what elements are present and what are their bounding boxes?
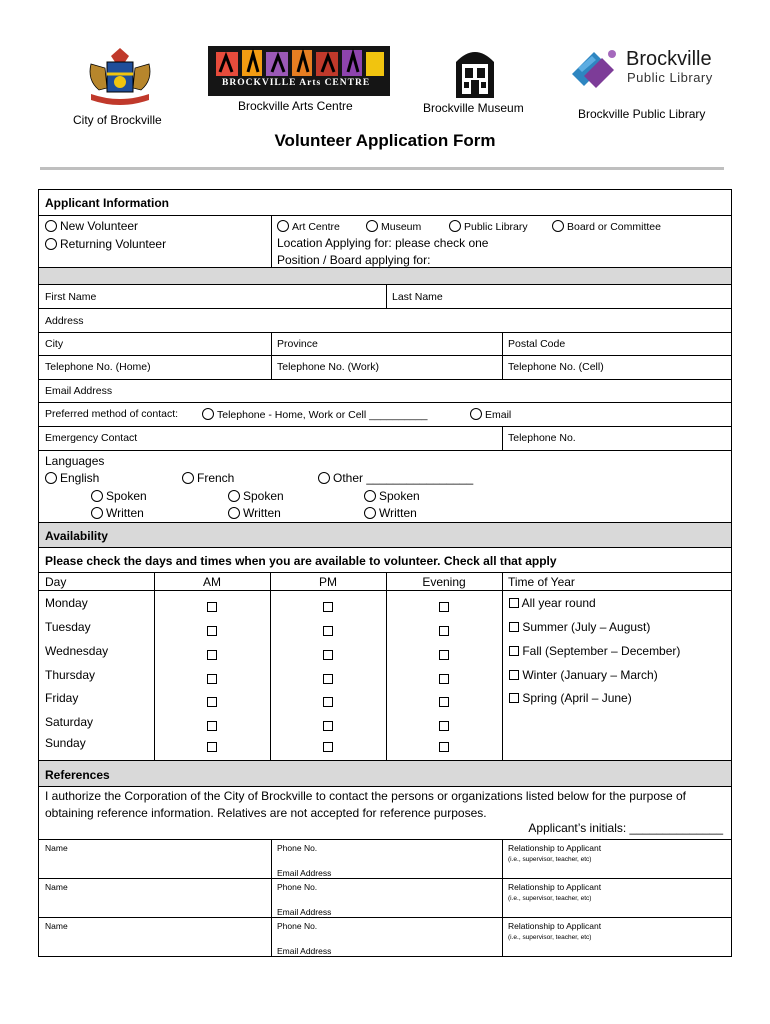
telephone-row [38, 356, 732, 380]
name-divider [386, 285, 387, 308]
location-instruction: Location Applying for: please check one [277, 236, 489, 250]
email-row [38, 380, 732, 403]
new-volunteer-radio[interactable] [45, 220, 57, 232]
city-crest-logo [85, 44, 155, 110]
name-row [38, 285, 732, 309]
other-written-label: Written [379, 506, 417, 520]
other-radio[interactable] [318, 472, 330, 484]
references-section-header [38, 761, 732, 787]
languages-label: Languages [45, 454, 105, 468]
lang-english-option[interactable] [45, 471, 99, 485]
preferred-contact-row [38, 403, 732, 427]
province-field[interactable]: Province [277, 338, 318, 350]
tuesday-pm-checkbox[interactable] [323, 622, 333, 640]
saturday-am-checkbox[interactable] [207, 717, 217, 735]
lang-french-option[interactable] [182, 471, 234, 485]
province-divider [502, 333, 503, 355]
reference-row-3 [38, 918, 732, 957]
sunday-pm-checkbox[interactable] [323, 738, 333, 756]
monday-evening-checkbox[interactable] [439, 598, 449, 616]
friday-am-checkbox[interactable] [207, 693, 217, 711]
french-spoken-label: Spoken [243, 489, 284, 503]
other-spoken-label: Spoken [379, 489, 420, 503]
english-radio[interactable] [45, 472, 57, 484]
season-all-year-label: All year round [521, 596, 596, 610]
tel-cell-field[interactable]: Telephone No. (Cell) [508, 361, 604, 373]
season-summer[interactable] [509, 620, 650, 634]
other-written-option[interactable] [364, 506, 417, 520]
reference-row-2 [38, 879, 732, 918]
returning-volunteer-option[interactable] [45, 237, 166, 251]
pref-phone-option[interactable] [202, 408, 428, 421]
location-museum[interactable] [366, 220, 421, 233]
library-logo [566, 46, 726, 90]
applicant-header-text: Applicant Information [45, 196, 169, 210]
applicant-initials-field[interactable]: Applicant’s initials: ______________ [528, 821, 723, 835]
ref1-relationship-hint: (i.e., supervisor, teacher, etc) [508, 856, 592, 863]
body-divider-evening [502, 591, 503, 760]
french-spoken-radio[interactable] [228, 490, 240, 502]
last-name-field[interactable]: Last Name [392, 291, 443, 303]
board-committee-label: Board or Committee [567, 221, 661, 233]
french-written-option[interactable] [228, 506, 281, 520]
references-authorization-text: I authorize the Corporation of the City of Brockville to contact the persons or organizations listed below for the purpose of obtaining reference information. Relatives are not accepted for reference purposes. [45, 789, 687, 820]
sunday-am-checkbox[interactable] [207, 738, 217, 756]
volunteer-type-row [38, 216, 732, 268]
english-written-option[interactable] [91, 506, 144, 520]
ref3-relationship-field[interactable]: Relationship to Applicant [508, 921, 602, 931]
tuesday-am-checkbox[interactable] [207, 622, 217, 640]
library-logo-line1: Brockville [626, 48, 712, 70]
col-divider-evening [502, 573, 503, 590]
references-header-text: References [45, 768, 110, 782]
day-thursday: Thursday [45, 668, 96, 682]
title-divider [40, 167, 724, 170]
day-wednesday: Wednesday [45, 644, 109, 658]
public-library-label: Public Library [464, 221, 528, 233]
season-all-year[interactable] [509, 596, 596, 610]
day-sunday: Sunday [45, 736, 86, 750]
sunday-evening-checkbox[interactable] [439, 738, 449, 756]
col-time-of-year: Time of Year [508, 575, 575, 589]
pref-email-radio[interactable] [470, 408, 482, 420]
other-label: Other ________________ [333, 471, 474, 485]
section-spacer [38, 268, 732, 285]
address-row [38, 309, 732, 333]
ref2-email-field[interactable]: Email Address [277, 907, 332, 917]
ref1-divider-2 [502, 840, 503, 878]
friday-evening-checkbox[interactable] [439, 693, 449, 711]
ref1-name-field[interactable]: Name [45, 843, 68, 853]
tel-work-field[interactable]: Telephone No. (Work) [277, 361, 379, 373]
new-volunteer-label: New Volunteer [60, 219, 139, 233]
day-tuesday: Tuesday [45, 620, 91, 634]
ref1-phone-field[interactable]: Phone No. [277, 843, 318, 853]
ref2-name-field[interactable]: Name [45, 882, 68, 892]
english-spoken-radio[interactable] [91, 490, 103, 502]
board-committee-radio[interactable] [552, 220, 564, 232]
ref2-relationship-field[interactable]: Relationship to Applicant [508, 882, 602, 892]
new-volunteer-option[interactable] [45, 219, 138, 233]
emergency-row [38, 427, 732, 451]
ref3-divider-1 [271, 918, 272, 956]
monday-pm-checkbox[interactable] [323, 598, 333, 616]
season-fall[interactable] [509, 644, 680, 658]
french-radio[interactable] [182, 472, 194, 484]
col-pm: PM [319, 575, 337, 589]
season-spring-label: Spring (April – June) [522, 691, 632, 705]
other-written-radio[interactable] [364, 507, 376, 519]
wednesday-am-checkbox[interactable] [207, 646, 217, 664]
tel-divider-2 [502, 356, 503, 379]
public-library-radio[interactable] [449, 220, 461, 232]
ref3-name-field[interactable]: Name [45, 921, 68, 931]
col-evening: Evening [422, 575, 466, 589]
body-divider-pm [386, 591, 387, 760]
ref2-phone-field[interactable]: Phone No. [277, 882, 318, 892]
city-divider [271, 333, 272, 355]
availability-section-header [38, 523, 732, 548]
monday-am-checkbox[interactable] [207, 598, 217, 616]
location-art-centre[interactable] [277, 220, 340, 233]
applicant-section-header [38, 189, 732, 216]
other-spoken-option[interactable] [364, 489, 420, 503]
french-spoken-option[interactable] [228, 489, 284, 503]
wednesday-pm-checkbox[interactable] [323, 646, 333, 664]
ref1-email-field[interactable]: Email Address [277, 868, 332, 878]
english-written-label: Written [106, 506, 144, 520]
ref1-divider-1 [271, 840, 272, 878]
season-fall-label: Fall (September – December) [522, 644, 681, 658]
postal-code-field[interactable]: Postal Code [508, 338, 566, 350]
other-spoken-radio[interactable] [364, 490, 376, 502]
ref1-relationship-field[interactable]: Relationship to Applicant [508, 843, 602, 853]
arts-banner-text: BROCKVILLE Arts CENTRE [222, 78, 371, 88]
pref-email-label: Email [485, 409, 512, 421]
returning-volunteer-radio[interactable] [45, 238, 57, 250]
thursday-am-checkbox[interactable] [207, 670, 217, 688]
pref-phone-label: Telephone - Home, Work or Cell __________ [217, 409, 428, 421]
thursday-evening-checkbox[interactable] [439, 670, 449, 688]
reference-row-1 [38, 840, 732, 879]
french-written-radio[interactable] [228, 507, 240, 519]
col-day: Day [45, 575, 67, 589]
emergency-contact-field[interactable]: Emergency Contact [45, 432, 138, 444]
body-divider-day [154, 591, 155, 760]
address-field[interactable]: Address [45, 315, 84, 327]
tel-divider-1 [271, 356, 272, 379]
city-logo-caption: City of Brockville [73, 113, 162, 127]
english-spoken-option[interactable] [91, 489, 147, 503]
availability-body [38, 591, 732, 761]
library-logo-caption: Brockville Public Library [578, 107, 706, 121]
location-cell [271, 216, 272, 267]
english-label: English [60, 471, 100, 485]
tuesday-evening-checkbox[interactable] [439, 622, 449, 640]
languages-row [38, 451, 732, 523]
museum-logo [452, 46, 498, 100]
col-am: AM [203, 575, 221, 589]
english-written-radio[interactable] [91, 507, 103, 519]
season-winter-label: Winter (January – March) [522, 668, 658, 682]
returning-volunteer-label: Returning Volunteer [60, 237, 167, 251]
season-summer-label: Summer (July – August) [522, 620, 651, 634]
pref-email-option[interactable] [470, 408, 511, 421]
day-saturday: Saturday [45, 715, 94, 729]
ref3-phone-field[interactable]: Phone No. [277, 921, 318, 931]
museum-label: Museum [381, 221, 422, 233]
french-written-label: Written [243, 506, 281, 520]
availability-instruction: Please check the days and times when you are available to volunteer. Check all that apply [45, 554, 557, 568]
arts-logo-caption: Brockville Arts Centre [238, 99, 353, 113]
ref2-relationship-hint: (i.e., supervisor, teacher, etc) [508, 895, 592, 902]
body-divider-am [270, 591, 271, 760]
day-friday: Friday [45, 691, 79, 705]
ref2-divider-2 [502, 879, 503, 917]
ref2-divider-1 [271, 879, 272, 917]
location-public-library[interactable] [449, 220, 528, 233]
art-centre-radio[interactable] [277, 220, 289, 232]
season-spring[interactable] [509, 691, 632, 705]
season-winter[interactable] [509, 668, 658, 682]
availability-instruction-row [38, 548, 732, 573]
friday-pm-checkbox[interactable] [323, 693, 333, 711]
pref-phone-radio[interactable] [202, 408, 214, 420]
position-label[interactable]: Position / Board applying for: [277, 253, 431, 267]
day-monday: Monday [45, 596, 88, 610]
museum-logo-caption: Brockville Museum [423, 101, 524, 115]
saturday-evening-checkbox[interactable] [439, 717, 449, 735]
emergency-phone-field[interactable]: Telephone No. [508, 432, 576, 444]
availability-header-text: Availability [45, 529, 108, 543]
english-spoken-label: Spoken [106, 489, 147, 503]
ref3-divider-2 [502, 918, 503, 956]
city-row [38, 333, 732, 356]
emergency-divider [502, 427, 503, 450]
lang-other-option[interactable] [318, 471, 473, 485]
museum-radio[interactable] [366, 220, 378, 232]
arts-centre-logo [208, 46, 390, 96]
references-intro [38, 787, 732, 840]
thursday-pm-checkbox[interactable] [323, 670, 333, 688]
library-logo-line2: Public Library [627, 70, 713, 85]
saturday-pm-checkbox[interactable] [323, 717, 333, 735]
preferred-contact-label: Preferred method of contact: [45, 408, 179, 420]
tel-home-field[interactable]: Telephone No. (Home) [45, 361, 151, 373]
ref3-relationship-hint: (i.e., supervisor, teacher, etc) [508, 934, 592, 941]
french-label: French [197, 471, 235, 485]
ref3-email-field[interactable]: Email Address [277, 946, 332, 956]
email-field[interactable]: Email Address [45, 385, 113, 397]
wednesday-evening-checkbox[interactable] [439, 646, 449, 664]
location-board-committee[interactable] [552, 220, 661, 233]
first-name-field[interactable]: First Name [45, 291, 97, 303]
page-title: Volunteer Application Form [274, 131, 496, 150]
city-field[interactable]: City [45, 338, 64, 350]
art-centre-label: Art Centre [292, 221, 340, 233]
availability-header-row [38, 573, 732, 591]
